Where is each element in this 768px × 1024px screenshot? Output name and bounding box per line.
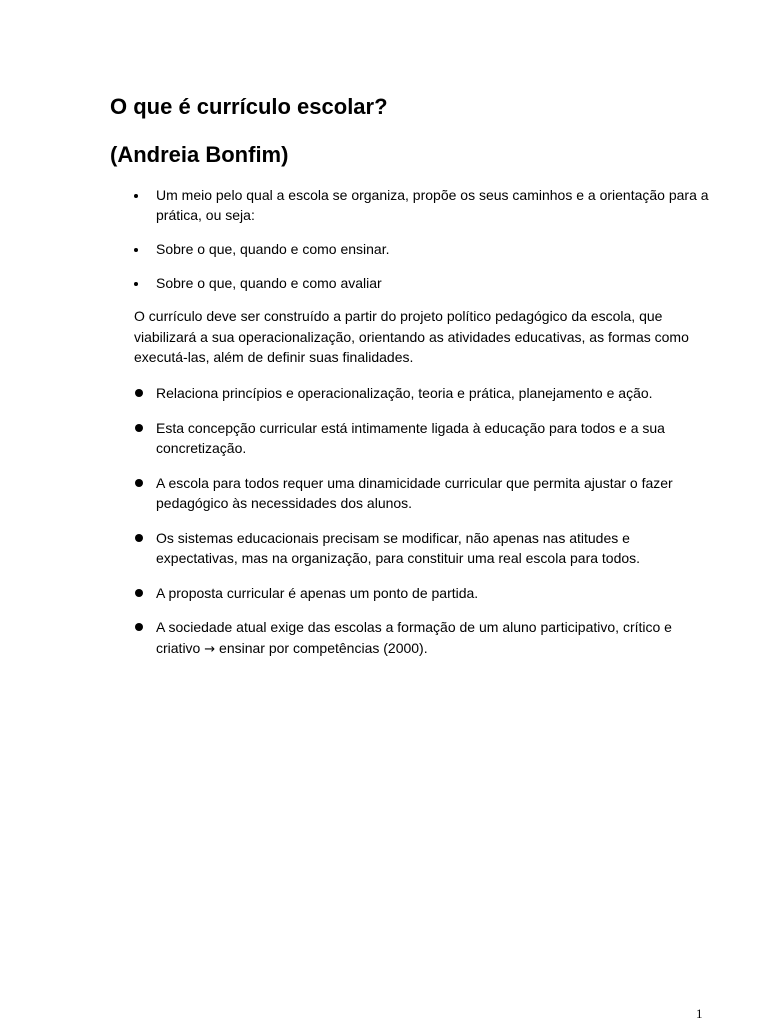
list-item-text: Sobre o que, quando e como avaliar	[156, 275, 382, 291]
bullet-dot-icon	[134, 282, 138, 286]
list-item-text: A escola para todos requer uma dinamicidade curricular que permita ajustar o fazer pedagógico às necessidades dos alunos.	[156, 474, 673, 511]
bullet-dot-icon	[134, 194, 138, 198]
list-item-text: ensinar por competências (2000).	[219, 639, 428, 656]
page-number: 1	[696, 1006, 703, 1021]
list-item-text: Esta concepção curricular está intimamente ligada à educação para todos e a sua concretização.	[156, 419, 665, 456]
list-item	[110, 418, 710, 459]
list-item	[110, 617, 710, 660]
list-item	[110, 239, 710, 259]
document-title: O que é currículo escolar?	[110, 94, 388, 119]
arrow-right-icon: →	[204, 641, 216, 657]
list-item	[110, 528, 710, 569]
list-item-text: Relaciona princípios e operacionalização, teoria e prática, planejamento e ação.	[156, 385, 653, 401]
bullet-dot-icon	[135, 623, 143, 631]
list-item	[110, 185, 710, 225]
list-item	[110, 273, 710, 293]
list-item	[110, 473, 710, 514]
large-bullet-list	[110, 383, 710, 674]
list-item-text: Um meio pelo qual a escola se organiza, propõe os seus caminhos e a orientação para a prática, ou seja:	[156, 187, 709, 223]
bullet-dot-icon	[135, 534, 143, 542]
list-item-text: A sociedade atual exige das escolas a formação de um aluno participativo, crítico e criativo	[156, 619, 672, 656]
body-paragraph: O currículo deve ser construído a partir do projeto político pedagógico da escola, que viabilizará a sua operacionalização, orientando as atividades educativas, as formas como executá-las, além de definir suas finalidades.	[134, 308, 689, 365]
small-bullet-list	[110, 185, 710, 307]
list-item	[110, 383, 710, 404]
bullet-dot-icon	[135, 389, 143, 397]
document-author: (Andreia Bonfim)	[110, 142, 289, 167]
bullet-dot-icon	[134, 248, 138, 252]
bullet-dot-icon	[135, 589, 143, 597]
bullet-dot-icon	[135, 479, 143, 487]
list-item-text: Sobre o que, quando e como ensinar.	[156, 241, 390, 257]
list-item-text: A proposta curricular é apenas um ponto de partida.	[156, 584, 479, 601]
list-item	[110, 583, 710, 604]
list-item-text: Os sistemas educacionais precisam se modificar, não apenas nas atitudes e expectativas, mas na organização, para constituir uma real escola para todos.	[156, 529, 641, 566]
bullet-dot-icon	[135, 424, 143, 432]
